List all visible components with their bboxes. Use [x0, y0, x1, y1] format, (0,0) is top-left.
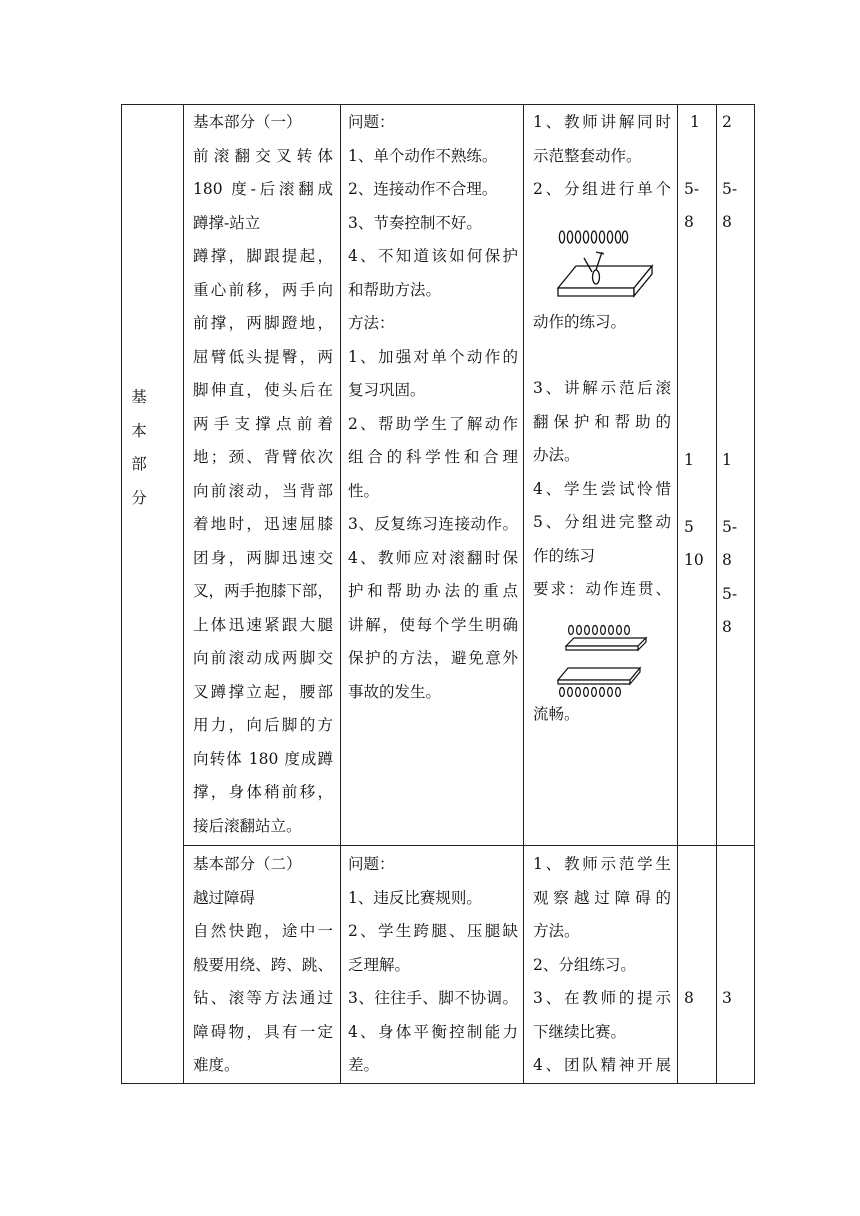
- column-divider: [677, 104, 678, 1084]
- time-value: 5-: [722, 180, 738, 198]
- count-value: 1: [690, 113, 700, 131]
- count-value: 8: [684, 989, 694, 1007]
- part1-organization-end: 流畅。: [533, 705, 580, 723]
- row-divider: [183, 845, 755, 846]
- practice-diagram-icon: [558, 228, 658, 302]
- count-value: 1: [684, 451, 694, 469]
- time-value: 5-: [722, 585, 738, 603]
- count-value: 10: [684, 551, 704, 569]
- part1-content: 基本部分（一） 前滚翻交叉转体 180 度-后滚翻成 蹲撑-站立 蹲撑，脚跟提起， 重心前移，两手向 前撑，两脚蹬地， 屈臂低头提臀，两 脚伸直，使头后在 两手支撑点前着 地；颈、背臂依次 向前滚动，当背部 着地时，迅速屈膝 团身，两脚迅速交 叉，两手抱膝下部， 上体迅速紧跟大腿 向前滚动成两脚交 叉蹲撑立起，腰部 用力，向后脚的方 向转体 180 度成蹲 撑，身体稍前移， 接后滚翻站立。: [193, 113, 333, 835]
- part1-organization-top: 1、教师讲解同时 示范整套动作。 2、分组进行单个: [533, 113, 671, 198]
- count-value: 8: [684, 213, 694, 231]
- column-divider: [523, 104, 524, 1084]
- part1-organization-mid: 动作的练习。: [533, 313, 627, 331]
- time-value: 2: [722, 113, 732, 131]
- time-value: 5-: [722, 518, 738, 536]
- count-value: 5: [684, 518, 694, 536]
- count-value: 5-: [684, 180, 700, 198]
- group-practice-diagram-icon: [558, 624, 650, 696]
- column-divider: [340, 104, 341, 1084]
- part2-content: 基本部分（二） 越过障碍 自然快跑，途中一 般要用绕、跨、跳、 钻、滚等方法通过 障碍物，具有一定 难度。: [193, 855, 333, 1074]
- time-value: 8: [722, 551, 732, 569]
- part1-organization-bottom: 3、讲解示范后滚 翻保护和帮助的 办法。 4、学生尝试怜惜 5、分组进完整动 作的练习 要求：动作连贯、: [533, 379, 671, 598]
- time-value: 8: [722, 213, 732, 231]
- part1-problems: 问题： 1、单个动作不熟练。 2、连接动作不合理。 3、节奏控制不好。 4、不知道该如何保护 和帮助方法。 方法： 1、加强对单个动作的 复习巩固。 2、帮助学生了解动作 组合的科学性和合理 性。 3、反复练习连接动作。 4、教师应对滚翻时保 护和帮助办法的重点 讲解，使每个学生明确 保护的方法，避免意外 事故的发生。: [348, 113, 518, 701]
- part2-problems: 问题： 1、违反比赛规则。 2、学生跨腿、压腿缺 乏理解。 3、往往手、脚不协调。 4、身体平衡控制能力 差。: [348, 855, 518, 1074]
- section-label: 基 本 部 分: [131, 388, 147, 507]
- time-value: 8: [722, 618, 732, 636]
- part2-organization: 1、教师示范学生 观察越过障碍的 方法。 2、分组练习。 3、在教师的提示 下继续比赛。 4、团队精神开展: [533, 855, 671, 1074]
- part1-content-body: 前滚翻交叉转体 180 度-后滚翻成: [193, 146, 333, 198]
- time-value: 1: [722, 451, 732, 469]
- time-value: 3: [722, 989, 732, 1007]
- column-divider: [183, 104, 184, 1084]
- column-divider: [716, 104, 717, 1084]
